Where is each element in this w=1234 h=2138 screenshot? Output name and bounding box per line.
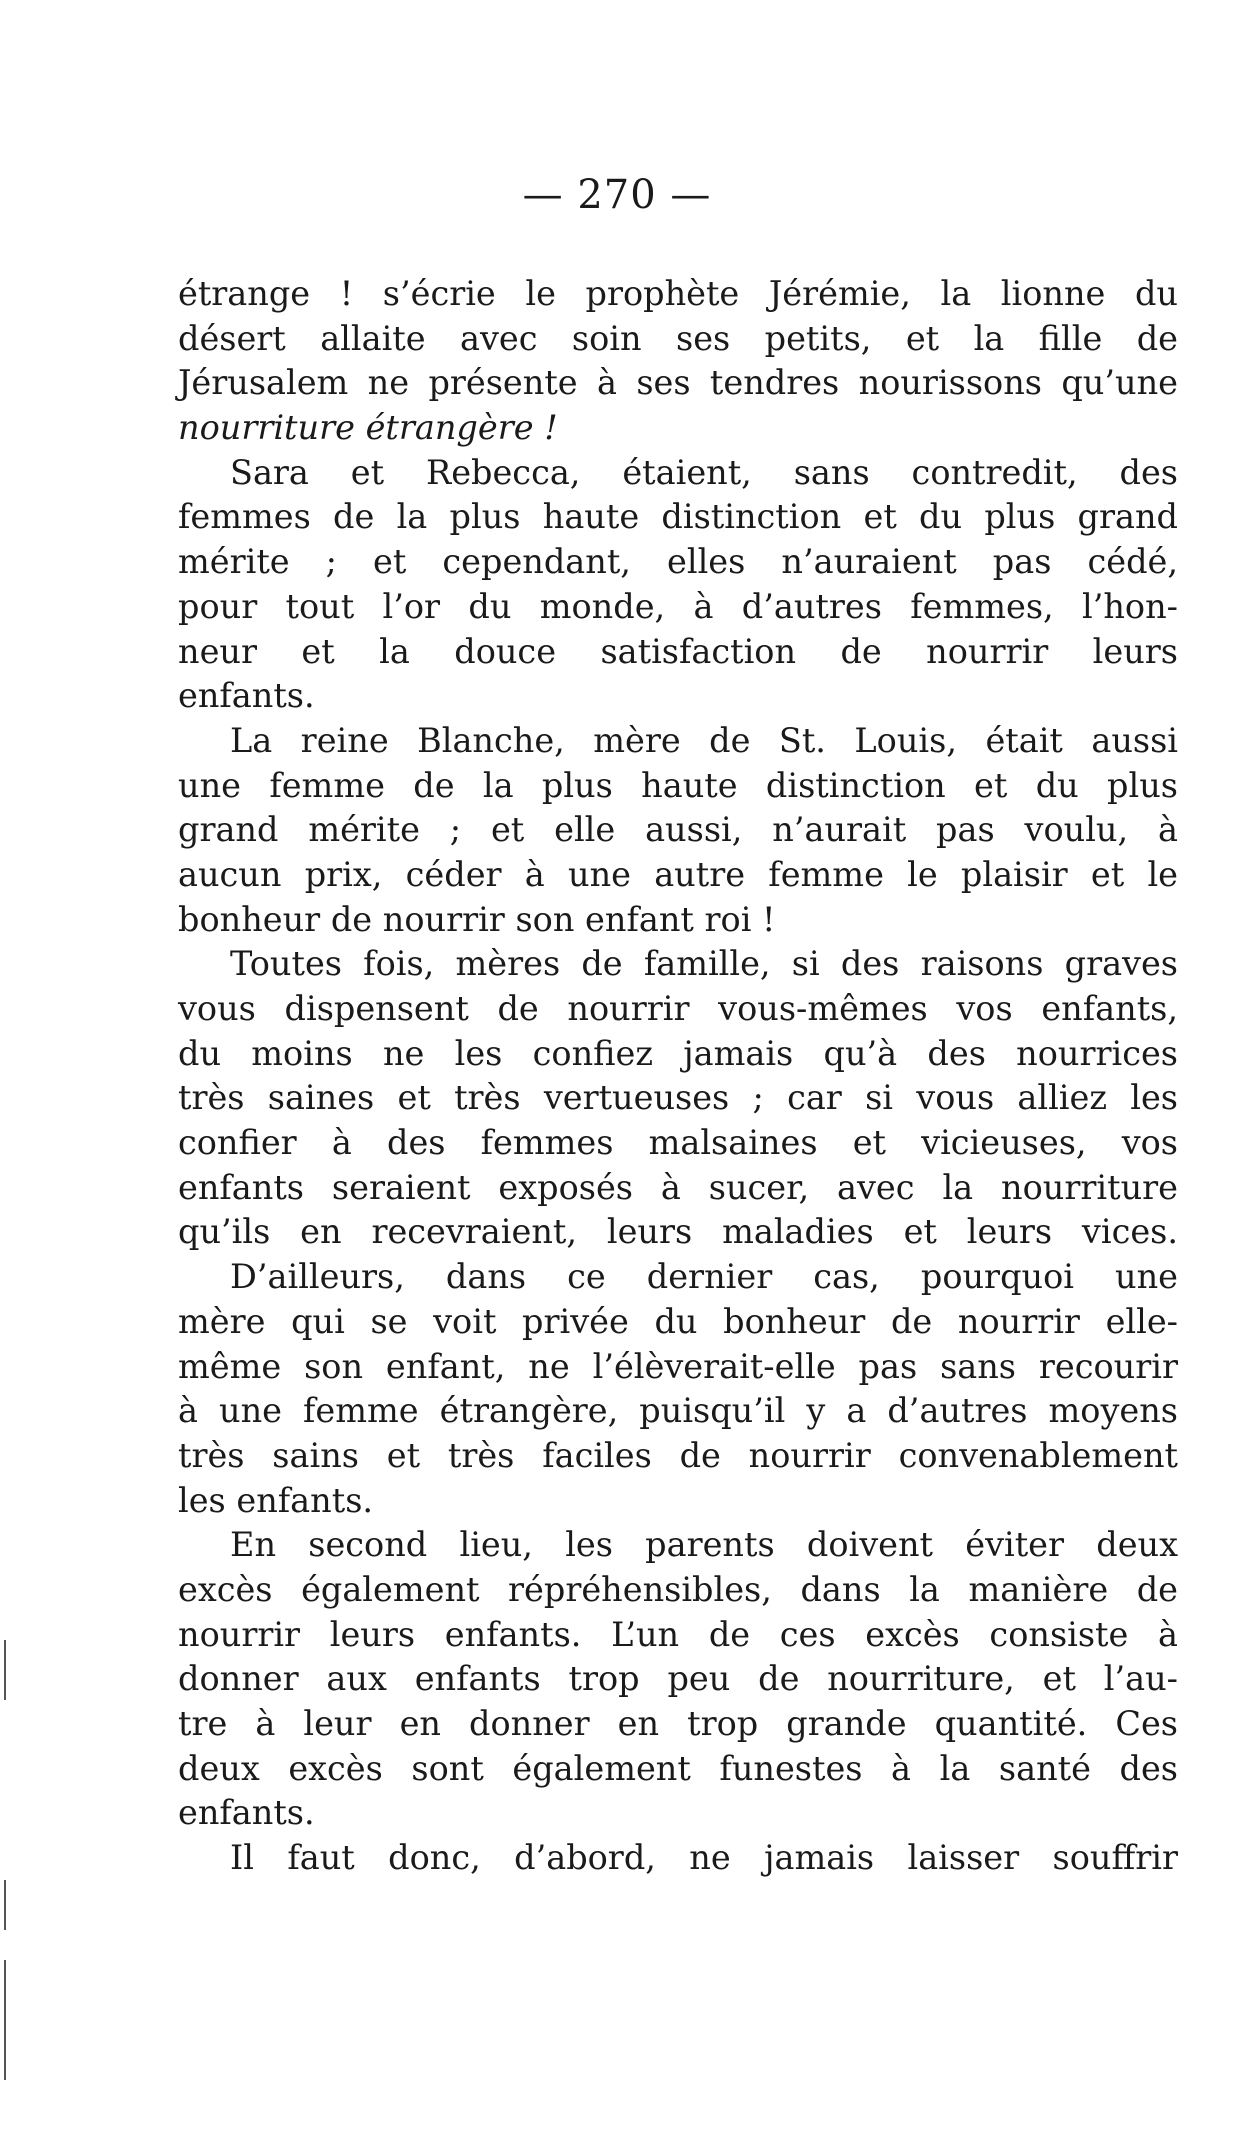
text-line: nourriture étrangère !: [178, 408, 558, 448]
text-line: La reine Blanche, mère de St. Louis, était aussi: [230, 720, 1178, 760]
text-line: donner aux enfants trop peu de nourriture, et l’au-: [178, 1659, 1178, 1699]
text-line: étrange ! s’écrie le prophète Jérémie, la lionne du: [178, 274, 1178, 313]
text-line: les enfants.: [178, 1480, 374, 1520]
page-number: — 270 —: [522, 172, 712, 218]
text-line: Sara et Rebecca, étaient, sans contredit, des: [230, 452, 1178, 492]
text-line: neur et la douce satisfaction de nourrir leurs: [178, 631, 1178, 671]
text-line: grand mérite ; et elle aussi, n’aurait pas voulu, à: [178, 810, 1178, 850]
text-line: enfants.: [178, 676, 315, 716]
text-line: pour tout l’or du monde, à d’autres femmes, l’hon-: [178, 586, 1178, 626]
text-line: désert allaite avec soin ses petits, et la fille de: [178, 318, 1178, 358]
margin-mark: [4, 1960, 6, 2080]
text-line: bonheur de nourrir son enfant roi !: [178, 899, 776, 939]
text-line: du moins ne les confiez jamais qu’à des nourrices: [178, 1033, 1178, 1073]
text-line: mérite ; et cependant, elles n’auraient pas cédé,: [178, 542, 1178, 582]
text-line: Jérusalem ne présente à ses tendres nourissons qu’une: [178, 363, 1178, 403]
text-line: qu’ils en recevraient, leurs maladies et leurs vices.: [178, 1212, 1178, 1252]
text-line: enfants.: [178, 1793, 315, 1833]
text-line: vous dispensent de nourrir vous-mêmes vos enfants,: [178, 989, 1178, 1028]
text-line: deux excès sont également funestes à la santé des: [178, 1748, 1178, 1788]
margin-mark: [4, 1880, 6, 1930]
text-line: enfants seraient exposés à sucer, avec la nourriture: [178, 1167, 1178, 1207]
text-line: D’ailleurs, dans ce dernier cas, pourquoi une: [230, 1257, 1178, 1297]
text-line: très sains et très faciles de nourrir convenablement: [178, 1435, 1178, 1475]
body-text: [178, 272, 1178, 1881]
text-line: aucun prix, céder à une autre femme le plaisir et le: [178, 854, 1178, 894]
text-line: Il faut donc, d’abord, ne jamais laisser souffrir: [230, 1838, 1178, 1878]
text-line: En second lieu, les parents doivent éviter deux: [230, 1525, 1178, 1565]
text-line: femmes de la plus haute distinction et du plus grand: [178, 497, 1178, 537]
text-line: même son enfant, ne l’élèverait-elle pas sans recourir: [178, 1346, 1178, 1386]
text-line: à une femme étrangère, puisqu’il y a d’autres moyens: [178, 1391, 1178, 1431]
text-line: tre à leur en donner en trop grande quantité. Ces: [178, 1704, 1178, 1743]
text-line: une femme de la plus haute distinction et du plus: [178, 765, 1178, 805]
text-line: confier à des femmes malsaines et vicieuses, vos: [178, 1123, 1178, 1163]
text-line: nourrir leurs enfants. L’un de ces excès consiste à: [178, 1614, 1178, 1654]
margin-mark: [4, 1640, 6, 1700]
text-line: mère qui se voit privée du bonheur de nourrir elle-: [178, 1301, 1178, 1341]
text-line: excès également répréhensibles, dans la manière de: [178, 1569, 1178, 1609]
text-line: très saines et très vertueuses ; car si vous alliez les: [178, 1078, 1178, 1118]
text-line: Toutes fois, mères de famille, si des raisons graves: [230, 944, 1178, 984]
